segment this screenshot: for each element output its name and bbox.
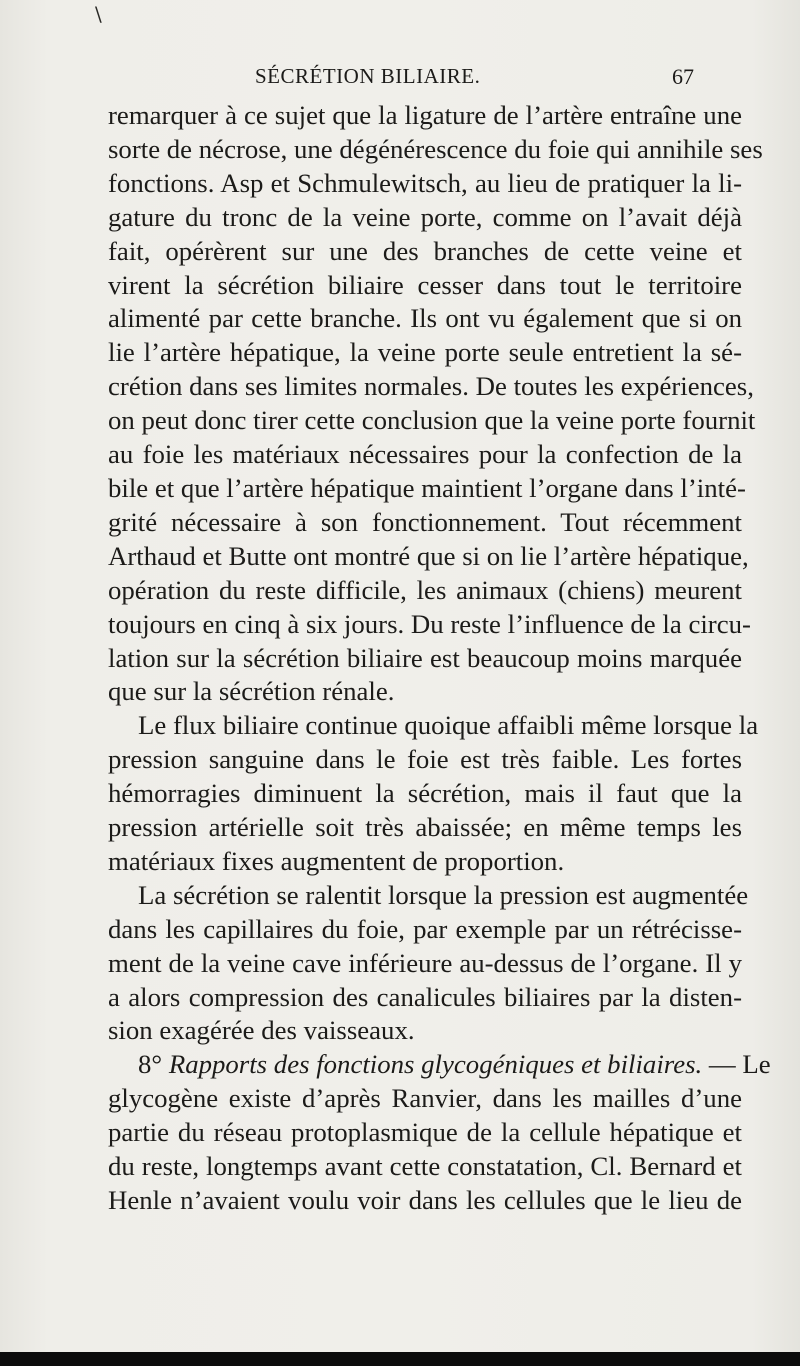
text-line: fonctions. Asp et Schmulewitsch, au lieu de pratiquer la li- bbox=[108, 167, 742, 198]
scan-bottom-edge bbox=[0, 1352, 800, 1366]
text-line: gature du tronc de la veine porte, comme on l’avait déjà bbox=[108, 201, 742, 232]
running-head: SÉCRÉTION BILIAIRE. bbox=[255, 64, 481, 88]
text-line: grité nécessaire à son fonctionnement. Tout récemment bbox=[108, 506, 742, 537]
text-line: crétion dans ses limites normales. De toutes les expériences, bbox=[108, 371, 754, 402]
text-line: au foie les matériaux nécessaires pour la confection de la bbox=[108, 439, 742, 470]
text-line: on peut donc tirer cette conclusion que la veine porte fournit bbox=[108, 405, 756, 436]
text-line: ment de la veine cave inférieure au-dessus de l’organe. Il y bbox=[108, 947, 742, 978]
text-line: Henle n’avaient voulu voir dans les cellules que le lieu de bbox=[108, 1185, 742, 1215]
text-line: pression sanguine dans le foie est très faible. Les fortes bbox=[108, 744, 742, 775]
text-line: La sécrétion se ralentit lorsque la pression est augmentée bbox=[138, 879, 749, 910]
text-line: a alors compression des canalicules biliaires par la disten- bbox=[108, 981, 742, 1012]
text-line: fait, opérèrent sur une des branches de cette veine et bbox=[108, 235, 742, 266]
section-number: 8° bbox=[138, 1049, 163, 1080]
text-line: alimenté par cette branche. Ils ont vu également que si on bbox=[108, 303, 742, 334]
margin-mark: \ bbox=[95, 2, 102, 26]
text-line: virent la sécrétion biliaire cesser dans tout le territoire bbox=[108, 269, 742, 300]
text-line: lation sur la sécrétion biliaire est beaucoup moins marquée bbox=[108, 642, 742, 673]
text-line: dans les capillaires du foie, par exemple par un rétrécisse- bbox=[108, 913, 742, 944]
text-line: Le flux biliaire continue quoique affaibli même lorsque la bbox=[138, 710, 759, 741]
text-line: pression artérielle soit très abaissée; en même temps les bbox=[108, 812, 742, 843]
text-line: partie du réseau protoplasmique de la cellule hépatique et bbox=[108, 1117, 742, 1148]
text-line: bile et que l’artère hépatique maintient l’organe dans l’inté- bbox=[108, 472, 746, 503]
text-line: toujours en cinq à six jours. Du reste l’influence de la circu- bbox=[108, 608, 751, 639]
text-line: glycogène existe d’après Ranvier, dans les mailles d’une bbox=[108, 1083, 742, 1114]
text-line: que sur la sécrétion rénale. bbox=[108, 676, 395, 707]
text-line: sion exagérée des vaisseaux. bbox=[108, 1015, 415, 1046]
page-number: 67 bbox=[672, 64, 694, 89]
text-line: sorte de nécrose, une dégénérescence du foie qui annihile ses bbox=[108, 133, 763, 164]
section-heading-rest: — Le bbox=[708, 1049, 771, 1080]
text-line: hémorragies diminuent la sécrétion, mais il faut que la bbox=[108, 778, 742, 809]
text-line: opération du reste difficile, les animaux (chiens) meurent bbox=[108, 574, 742, 605]
text-line: lie l’artère hépatique, la veine porte seule entretient la sé- bbox=[108, 337, 742, 368]
text-line: matériaux fixes augmentent de proportion. bbox=[108, 845, 565, 876]
section-heading: Rapports des fonctions glycogéniques et biliaires. bbox=[168, 1049, 703, 1080]
text-line: du reste, longtemps avant cette constatation, Cl. Bernard et bbox=[108, 1151, 742, 1182]
body-text bbox=[108, 99, 771, 1218]
section-heading-line bbox=[108, 1048, 771, 1082]
text-line: remarquer à ce sujet que la ligature de l’artère entraîne une bbox=[108, 100, 742, 130]
text-line: Arthaud et Butte ont montré que si on lie l’artère hépatique, bbox=[108, 540, 749, 571]
